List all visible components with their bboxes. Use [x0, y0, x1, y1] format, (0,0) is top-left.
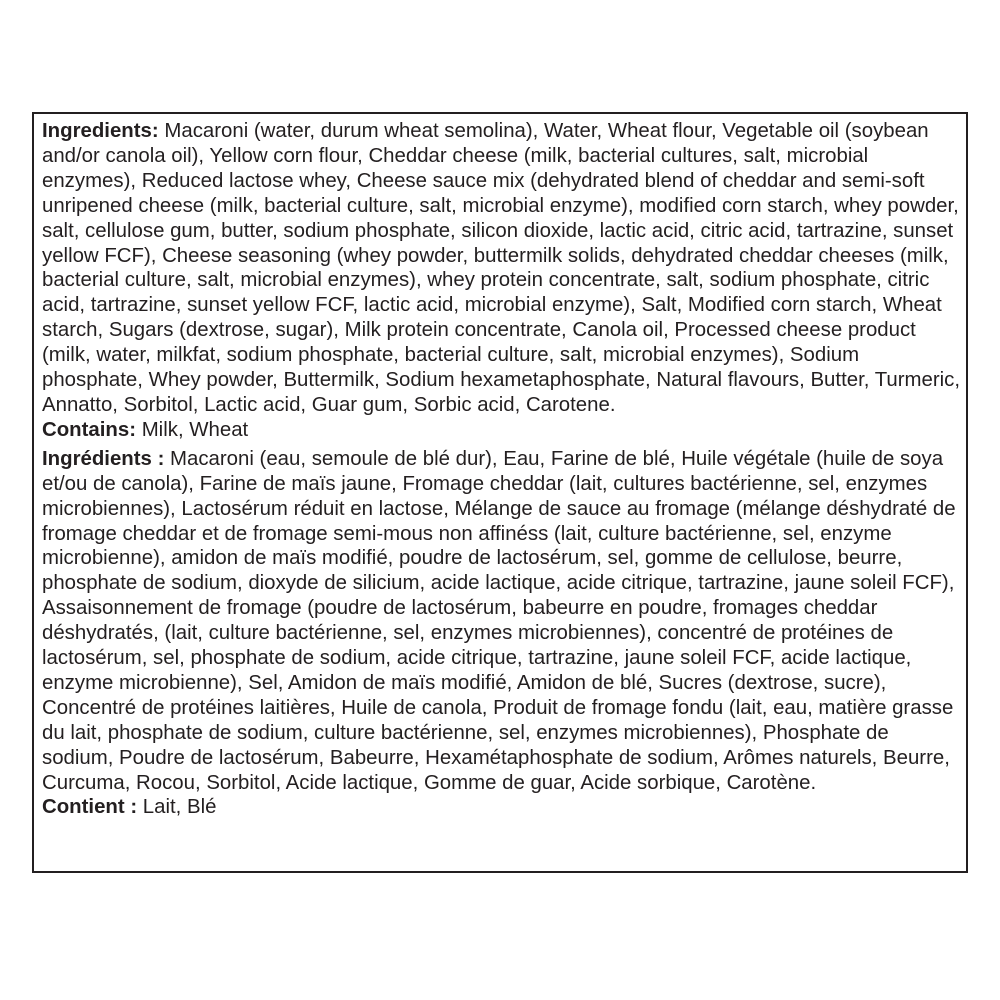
french-ingredients-heading: Ingrédients :	[42, 447, 165, 470]
french-contains-heading: Contient :	[42, 796, 138, 819]
english-contains-heading: Contains:	[42, 418, 137, 441]
english-ingredients-text: Macaroni (water, durum wheat semolina), Water, Wheat flour, Vegetable oil (soybean and/or canola oil), Yellow corn flour, Cheddar cheese (milk, bacterial cultures, salt, microbial enzymes), Reduced lactose whey, Cheese sauce mix (dehydrated blend of cheddar and semi-soft unripened cheese (milk, bacterial culture, salt, microbial enzyme), modified corn starch, whey powder, salt, cellulose gum, butter, sodium phosphate, silicon dioxide, lactic acid, citric acid, tartrazine, sunset yellow FCF), Cheese seasoning (whey powder, buttermilk solids, dehydrated cheddar cheeses (milk, bacterial culture, salt, microbial enzymes), whey protein concentrate, salt, sodium phosphate, citric acid, tartrazine, sunset yellow FCF, lactic acid, microbial enzyme), Salt, Modified corn starch, Wheat starch, Sugars (dextrose, sugar), Milk protein concentrate, Canola oil, Processed cheese product (milk, water, milkfat, sodium phosphate, bacterial culture, salt, microbial enzymes), Sodium phosphate, Whey powder, Buttermilk, Sodium hexametaphosphate, Natural flavours, Butter, Turmeric, Annatto, Sorbitol, Lactic acid, Guar gum, Sorbic acid, Carotene.	[42, 120, 961, 416]
french-contains-paragraph	[42, 795, 962, 820]
french-contains-text: Lait, Blé	[137, 796, 217, 819]
english-ingredients-heading: Ingredients:	[42, 120, 159, 142]
french-ingredients-text: Macaroni (eau, semoule de blé dur), Eau, Farine de blé, Huile végétale (huile de soya et/ou de canola), Farine de maïs jaune, Fromage cheddar (lait, cultures bactérienne, sel, enzymes microbiennes), Lactosérum réduit en lactose, Mélange de sauce au fromage (mélange déshydraté de fromage cheddar et de fromage semi-mous non affinéss (lait, culture bactérienne, sel, enzyme microbienne), amidon de maïs modifié, poudre de lactosérum, sel, gomme de cellulose, beurre, phosphate de sodium, dioxyde de silicium, acide lactique, acide citrique, tartrazine, jaune soleil FCF), Assaisonnement de fromage (poudre de lactosérum, babeurre en poudre, fromages cheddar déshydratés, (lait, culture bactérienne, sel, enzymes microbiennes), concentré de protéines de lactosérum, sel, phosphate de sodium, acide citrique, tartrazine, jaune soleil FCF, acide lactique, enzyme microbienne), Sel, Amidon de maïs modifié, Amidon de blé, Sucres (dextrose, sucre), Concentré de protéines laitières, Huile de canola, Produit de fromage fondu (lait, eau, matière grasse du lait, phosphate de sodium, culture bactérienne, sel, enzymes microbiennes), Phosphate de sodium, Poudre de lactosérum, Babeurre, Hexamétaphosphate de sodium, Arômes naturels, Beurre, Curcuma, Rocou, Sorbitol, Acide lactique, Gomme de guar, Acide sorbique, Carotène.	[42, 447, 956, 794]
english-contains-text: Milk, Wheat	[136, 418, 249, 441]
english-contains-paragraph	[42, 418, 962, 443]
french-ingredients-paragraph	[42, 447, 962, 796]
ingredients-label-box	[32, 112, 968, 873]
english-ingredients-paragraph	[42, 119, 962, 418]
